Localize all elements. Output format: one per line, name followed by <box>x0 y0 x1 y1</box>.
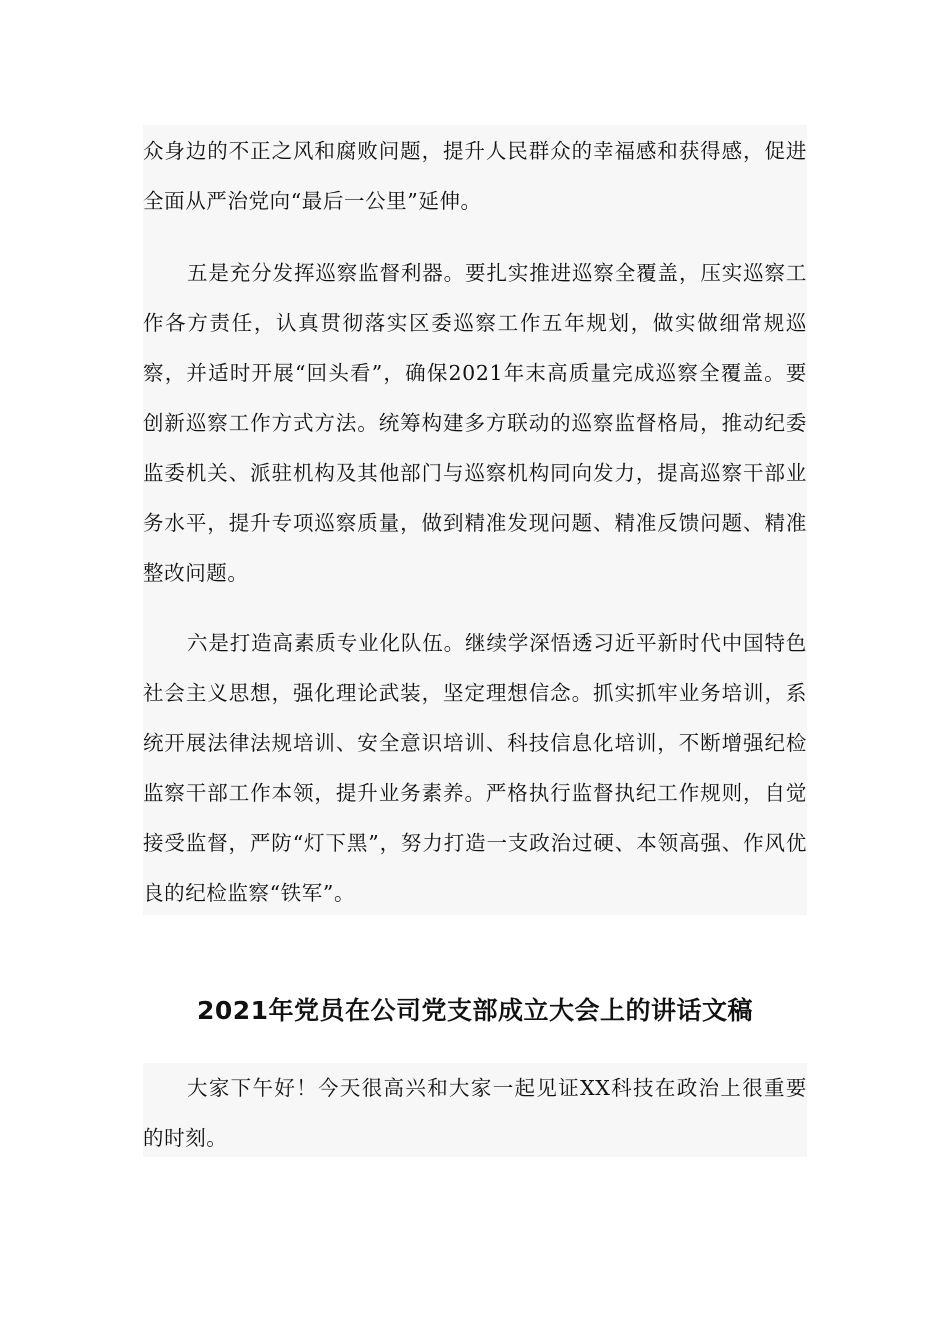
paragraph-continuation: 众身边的不正之风和腐败问题，提升人民群众的幸福感和获得感，促进全面从严治党向“最后一公里”延伸。 <box>143 139 807 213</box>
paragraph-point-six: 六是打造高素质专业化队伍。继续学深悟透习近平新时代中国特色社会主义思想，强化理论武装，坚定理想信念。抓实抓牢业务培训，系统开展法律法规培训、安全意识培训、科技信息化培训，不断增强纪检监察干部工作本领，提升业务素养。严格执行监督执纪工作规则，自觉接受监督，严防“灯下黑”，努力打造一支政治过硬、本领高强、作风优良的纪检监察“铁军”。 <box>143 631 807 905</box>
text-block-upper <box>143 125 807 915</box>
paragraph-point-five: 五是充分发挥巡察监督利器。要扎实推进巡察全覆盖，压实巡察工作各方责任，认真贯彻落实区委巡察工作五年规划，做实做细常规巡察，并适时开展“回头看”，确保2021年末高质量完成巡察全覆盖。要创新巡察工作方式方法。统筹构建多方联动的巡察监督格局，推动纪委监委机关、派驻机构及其他部门与巡察机构同向发力，提高巡察干部业务水平，提升专项巡察质量，做到精准发现问题、精准反馈问题、精准整改问题。 <box>143 261 807 585</box>
paragraph-greeting: 大家下午好！今天很高兴和大家一起见证XX科技在政治上很重要的时刻。 <box>143 1076 807 1150</box>
section-title: 2021年党员在公司党支部成立大会上的讲话文稿 <box>196 996 754 1025</box>
text-block-lower <box>143 1063 807 1157</box>
